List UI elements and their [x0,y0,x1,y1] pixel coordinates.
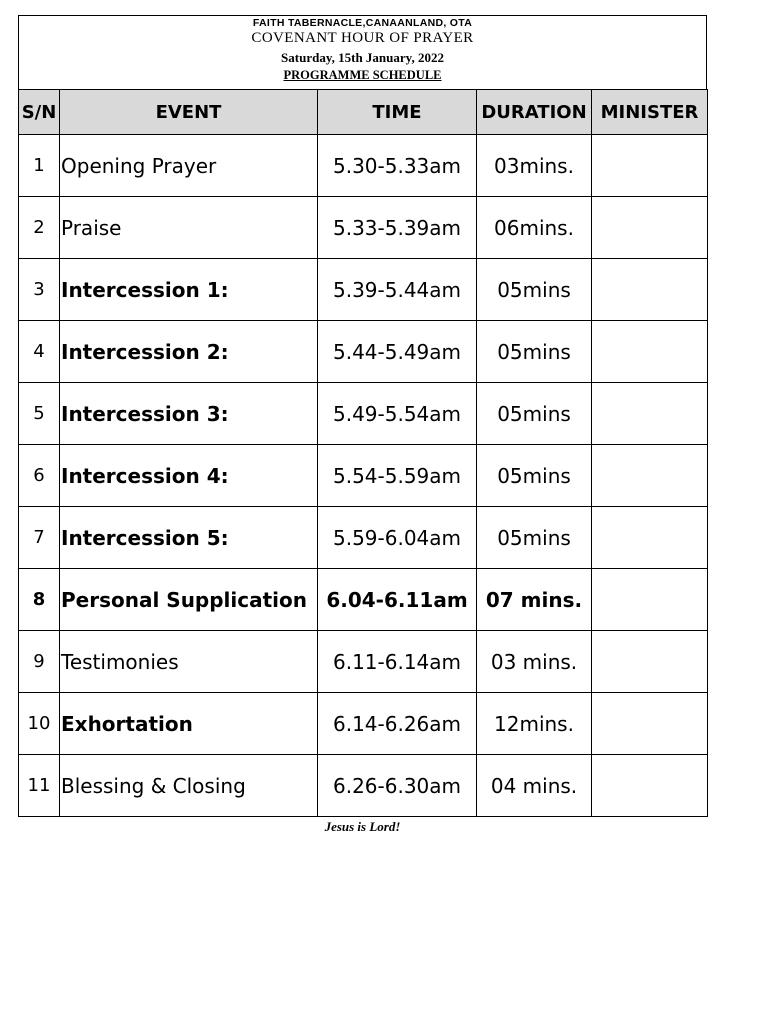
row-minister [592,259,708,321]
programme-sheet [18,15,707,835]
column-header-time: TIME [318,90,477,135]
row-duration: 03 mins. [477,631,592,693]
row-sn: 8 [19,569,60,631]
row-duration: 05mins [477,507,592,569]
row-event: Blessing & Closing [60,755,318,817]
table-row [19,197,708,259]
row-time: 6.11-6.14am [318,631,477,693]
row-sn: 9 [19,631,60,693]
row-time: 5.44-5.49am [318,321,477,383]
row-time: 5.49-5.54am [318,383,477,445]
row-time: 6.26-6.30am [318,755,477,817]
row-duration: 05mins [477,259,592,321]
row-event: Intercession 4: [60,445,318,507]
row-time: 5.54-5.59am [318,445,477,507]
row-sn: 7 [19,507,60,569]
row-time: 6.14-6.26am [318,693,477,755]
row-time: 5.33-5.39am [318,197,477,259]
service-title: COVENANT HOUR OF PRAYER [251,30,474,46]
row-minister [592,693,708,755]
row-time: 5.39-5.44am [318,259,477,321]
schedule-table [18,89,708,817]
row-minister [592,569,708,631]
row-sn: 3 [19,259,60,321]
table-row [19,383,708,445]
row-time: 5.30-5.33am [318,135,477,197]
row-event: Intercession 2: [60,321,318,383]
service-date: Saturday, 15th January, 2022 [281,50,444,65]
row-sn: 2 [19,197,60,259]
row-event: Opening Prayer [60,135,318,197]
row-duration: 03mins. [477,135,592,197]
row-minister [592,445,708,507]
table-row [19,135,708,197]
row-event: Intercession 5: [60,507,318,569]
row-event: Intercession 3: [60,383,318,445]
row-sn: 11 [19,755,60,817]
table-row [19,569,708,631]
footer-note: Jesus is Lord! [324,819,401,834]
row-event: Exhortation [60,693,318,755]
row-duration: 06mins. [477,197,592,259]
table-row [19,445,708,507]
row-duration: 07 mins. [477,569,592,631]
row-sn: 10 [19,693,60,755]
row-sn: 1 [19,135,60,197]
row-sn: 5 [19,383,60,445]
row-minister [592,197,708,259]
row-minister [592,135,708,197]
table-header-row [19,90,708,135]
table-row [19,631,708,693]
row-duration: 05mins [477,383,592,445]
row-time: 5.59-6.04am [318,507,477,569]
table-row [19,507,708,569]
row-minister [592,321,708,383]
column-header-event: EVENT [60,90,318,135]
table-row [19,321,708,383]
table-row [19,259,708,321]
table-row [19,693,708,755]
row-minister [592,755,708,817]
table-row [19,755,708,817]
row-sn: 6 [19,445,60,507]
organization-name: FAITH TABERNACLE,CANAANLAND, OTA [252,17,473,29]
column-header-duration: DURATION [477,90,592,135]
row-duration: 12mins. [477,693,592,755]
row-sn: 4 [19,321,60,383]
column-header-sn: S/N [19,90,60,135]
row-event: Praise [60,197,318,259]
row-event: Intercession 1: [60,259,318,321]
schedule-heading: PROGRAMME SCHEDULE [283,68,442,82]
row-event: Personal Supplication [60,569,318,631]
row-duration: 05mins [477,445,592,507]
row-minister [592,631,708,693]
row-time: 6.04-6.11am [318,569,477,631]
row-duration: 05mins [477,321,592,383]
column-header-minister: MINISTER [592,90,708,135]
row-duration: 04 mins. [477,755,592,817]
schedule-header [18,15,707,89]
row-event: Testimonies [60,631,318,693]
row-minister [592,507,708,569]
row-minister [592,383,708,445]
